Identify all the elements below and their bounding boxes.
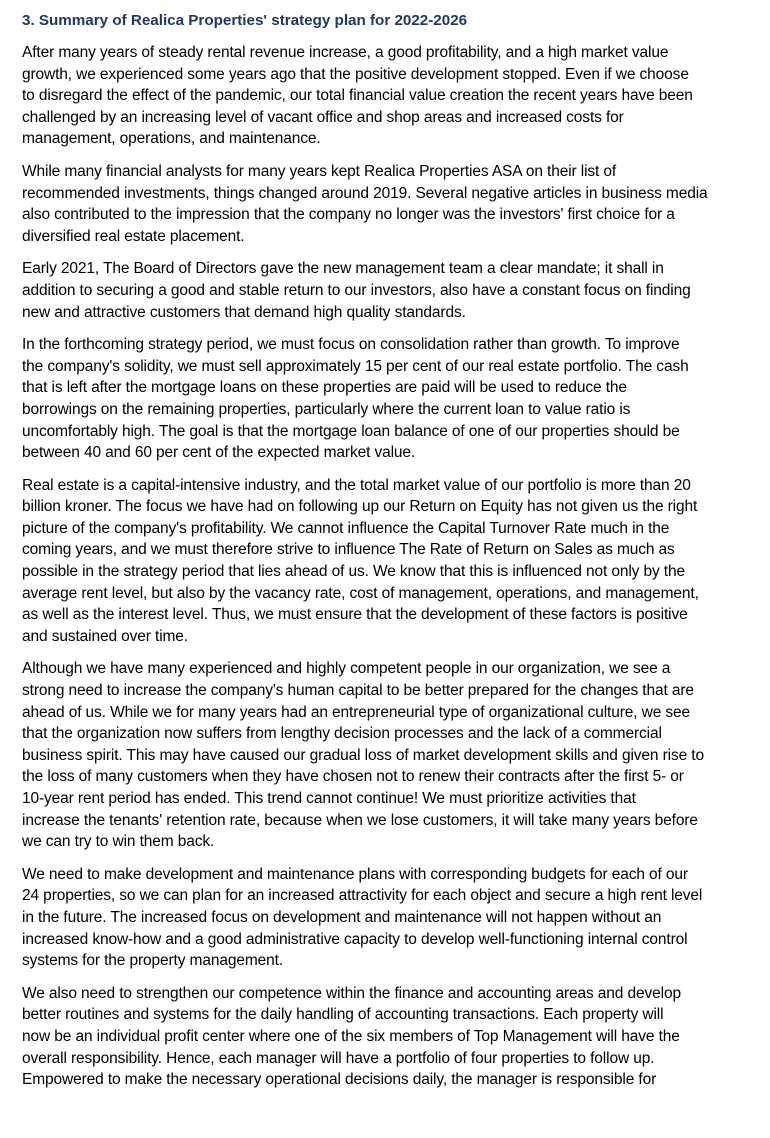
text-line: to disregard the effect of the pandemic, our total financial value creation the recent years have been bbox=[22, 87, 693, 105]
text-line: We also need to strengthen our competence within the finance and accounting areas and develop bbox=[22, 984, 681, 1002]
text-line: challenged by an increasing level of vacant office and shop areas and increased costs for bbox=[22, 108, 624, 126]
text-line: addition to securing a good and stable return to our investors, also have a constant focus on finding bbox=[22, 281, 691, 299]
text-line: also contributed to the impression that the company no longer was the investors' first choice for a bbox=[22, 206, 675, 224]
text-line: increased know-how and a good administrative capacity to develop well-functioning internal control bbox=[22, 930, 688, 948]
paragraph-human-capital bbox=[22, 658, 757, 852]
text-line: management, operations, and maintenance. bbox=[22, 130, 321, 148]
text-line: that is left after the mortgage loans on these properties are paid will be used to reduce the bbox=[22, 379, 627, 397]
text-line: diversified real estate placement. bbox=[22, 227, 245, 245]
text-line: strong need to increase the company's human capital to be better prepared for the changes that are bbox=[22, 682, 694, 700]
text-line: In the forthcoming strategy period, we must focus on consolidation rather than growth. To improve bbox=[22, 336, 680, 354]
text-line: Although we have many experienced and highly competent people in our organization, we see a bbox=[22, 660, 671, 678]
text-line: as well as the interest level. Thus, we must ensure that the development of these factors is positive bbox=[22, 606, 688, 624]
text-line: business spirit. This may have caused our gradual loss of market development skills and given rise to bbox=[22, 746, 704, 764]
text-line: possible in the strategy period that lies ahead of us. We know that this is influenced not only by the bbox=[22, 563, 685, 581]
text-line: overall responsibility. Hence, each manager will have a portfolio of four properties to follow up. bbox=[22, 1049, 655, 1067]
text-line: picture of the company's profitability. We cannot influence the Capital Turnover Rate much in the bbox=[22, 519, 670, 537]
bottom-fade bbox=[0, 1124, 770, 1138]
text-line: systems for the property management. bbox=[22, 952, 284, 970]
text-line: increase the tenants' retention rate, because when we lose customers, it will take many years before bbox=[22, 811, 698, 829]
paragraph-decline-background bbox=[22, 42, 757, 150]
text-line: After many years of steady rental revenue increase, a good profitability, and a high market value bbox=[22, 44, 669, 61]
text-line: now be an individual profit center where one of the six members of Top Management will have the bbox=[22, 1027, 680, 1045]
text-line: average rent level, but also by the vacancy rate, cost of management, operations, and management, bbox=[22, 584, 699, 602]
text-line: in the future. The increased focus on development and maintenance will not happen without an bbox=[22, 908, 662, 926]
text-line: 10-year rent period has ended. This trend cannot continue! We must prioritize activities that bbox=[22, 790, 636, 807]
text-line: recommended investments, things changed around 2019. Several negative articles in business media bbox=[22, 184, 708, 202]
text-line: borrowings on the remaining properties, particularly where the current loan to value ratio is bbox=[22, 400, 631, 418]
text-line: We need to make development and maintenance plans with corresponding budgets for each of our bbox=[22, 865, 688, 883]
paragraph-analysts bbox=[22, 161, 757, 247]
text-line: growth, we experienced some years ago that the positive development stopped. Even if we choose bbox=[22, 65, 689, 83]
text-line: 24 properties, so we can plan for an increased attractivity for each object and secure a high rent level bbox=[22, 887, 703, 905]
text-line: between 40 and 60 per cent of the expected market value. bbox=[22, 444, 416, 462]
text-line: billion kroner. The focus we have had on following up our Return on Equity has not given us the right bbox=[22, 498, 698, 516]
text-line: coming years, and we must therefore strive to influence The Rate of Return on Sales as much as bbox=[22, 541, 675, 559]
text-line: that the organization now suffers from lengthy decision processes and the lack of a commercial bbox=[22, 725, 662, 743]
text-line: the loss of many customers when they have chosen not to renew their contracts after the first 5- or bbox=[22, 768, 684, 786]
document-page bbox=[22, 10, 757, 1102]
text-line: and sustained over time. bbox=[22, 627, 188, 645]
text-line: the company's solidity, we must sell approximately 15 per cent of our real estate portfolio. The cash bbox=[22, 357, 689, 375]
paragraph-profitability bbox=[22, 475, 757, 648]
text-line: better routines and systems for the daily handling of accounting transactions. Each property will bbox=[22, 1006, 664, 1024]
section-heading: 3. Summary of Realica Properties' strategy plan for 2022-2026 bbox=[22, 12, 468, 29]
text-line: Early 2021, The Board of Directors gave the new management team a clear mandate; it shall in bbox=[22, 260, 664, 278]
paragraph-maintenance-plans bbox=[22, 864, 757, 972]
paragraph-board-mandate bbox=[22, 258, 757, 323]
paragraph-consolidation bbox=[22, 334, 757, 464]
text-line: we can try to win them back. bbox=[22, 833, 215, 851]
text-line: ahead of us. While we for many years had an entrepreneurial type of organizational culture, we see bbox=[22, 703, 691, 721]
text-line: Empowered to make the necessary operational decisions daily, the manager is responsible for bbox=[22, 1071, 657, 1089]
text-line: uncomfortably high. The goal is that the mortgage loan balance of one of our properties should be bbox=[22, 422, 680, 440]
paragraph-finance-competence bbox=[22, 983, 757, 1091]
text-line: While many financial analysts for many years kept Realica Properties ASA on their list of bbox=[22, 162, 617, 180]
text-line: Real estate is a capital-intensive industry, and the total market value of our portfolio is more than 20 bbox=[22, 476, 691, 494]
text-line: new and attractive customers that demand high quality standards. bbox=[22, 303, 466, 321]
